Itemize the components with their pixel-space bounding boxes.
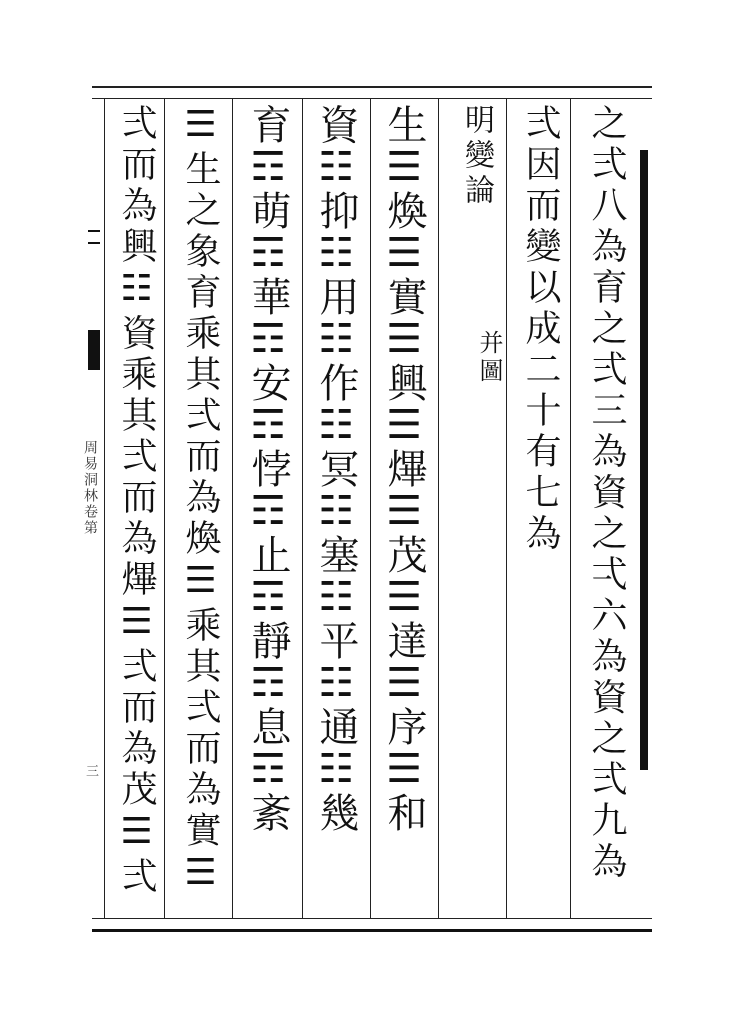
section-title: 明變論 <box>459 104 494 209</box>
column-rule <box>570 98 571 918</box>
column-rule <box>104 98 105 918</box>
column-rule <box>302 98 303 918</box>
column-rule <box>232 98 233 918</box>
column-rule <box>164 98 165 918</box>
text-column-6: ☰生之象育乘其弍而為煥☰乘其弍而為實☰ <box>180 104 221 898</box>
frame-top-border <box>92 86 652 99</box>
section-subtitle: 并圖 <box>475 330 503 386</box>
text-column-hexagram-earth: 資☷抑☷用☷作☷冥☷塞☷平☷通☷幾 <box>313 104 359 832</box>
text-column-hexagram-mountain: 育☶萌☶華☶安☶悖☶止☶靜☶息☶紊 <box>245 104 291 832</box>
frame-right-border <box>640 150 648 770</box>
page-number: 三 <box>83 764 98 777</box>
text-column-2: 弍因而變以成二十有七為 <box>520 104 561 555</box>
fish-tail-mark <box>88 230 100 244</box>
margin-book-title: 周易洞林卷第 <box>82 440 98 536</box>
column-rule <box>506 98 507 918</box>
frame-bottom-border <box>92 918 652 932</box>
text-column-1: 之弍八為育之弍三為資之弌六為資之弍九為 <box>586 104 627 883</box>
black-mouth-mark <box>88 330 100 370</box>
column-rule <box>438 98 439 918</box>
column-rule <box>370 98 371 918</box>
text-column-7: 弍而為興☷資乘其弍而為熚☰弍而為茂☰弍 <box>116 104 157 898</box>
text-column-hexagram-heaven: 生☰煥☰實☰興☰熚☰茂☰達☰序☰和 <box>381 104 427 832</box>
